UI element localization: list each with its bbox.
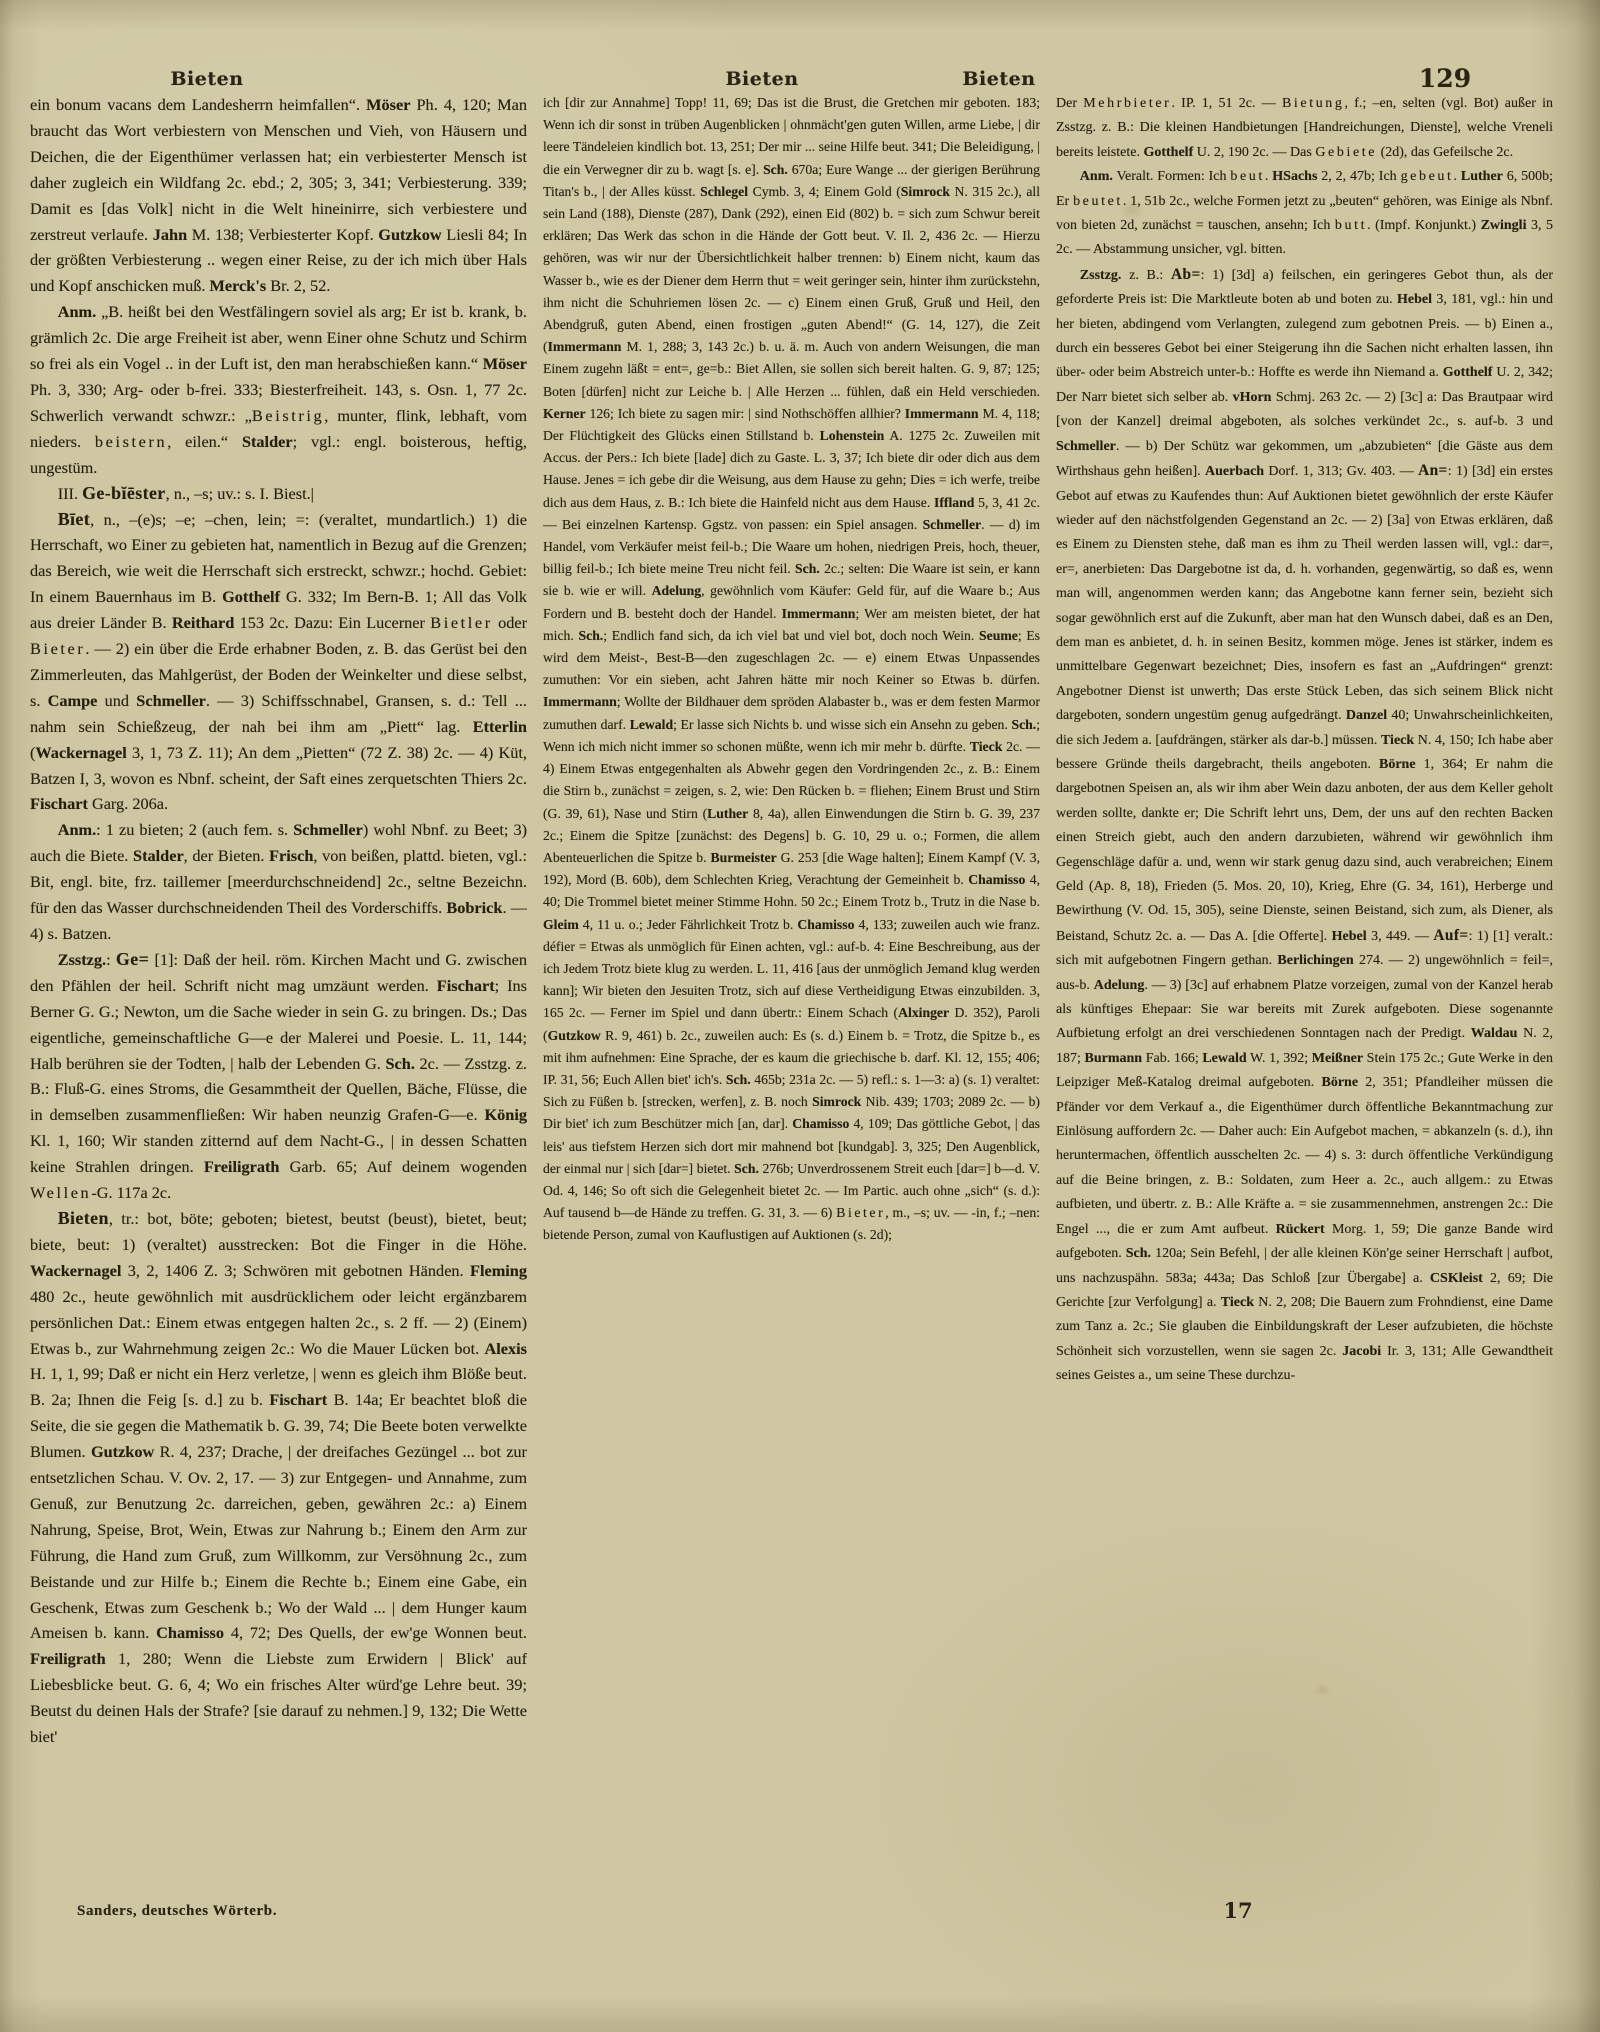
sheet-number-mark: 17 — [1223, 1898, 1253, 1923]
paragraph: III. Ge-bĭēster, n., –s; uv.: s. I. Biest.| — [57, 482, 314, 503]
paragraph: Der Mehrbieter. IP. 1, 51 2c. — Bietung, f.; –en, selten (vgl. Bot) außer in Zsstzg. z. B.: Die kleinen Handbietungen [Handreichungen, Dienste], welche Vreneli bereits leistete. Gotthelf U. 2, 190 2c. — Das Gebiete (2d), das Gefeilsche 2c. — [1056, 96, 1553, 160]
paragraph: Bieten, tr.: bot, böte; geboten; bietest, beutst (beust), bietet, beut; biete, beut: 1) (veraltet) ausstrecken: Bot die Finger in die Höhe. Wackernagel 3, 2, 1406 Z. 3; Schwören mit gebotnen Händen. Fleming 480 2c., heute gewöhnlich mit ausdrücklichem oder leicht ergänzbarem persönlichen Dat.: Einem etwas entgegen halten 2c., s. 2 ff. — 2) (Einem) Etwas b., zur Wahrnehmung zeigen 2c.: Wo die Mauer Lücken bot. Alexis H. 1, 1, 99; Daß er nicht ein Herz verletze, | wenn es gleich ihm Blöße beut. B. 2a; Ihnen die Feig [s. d.] zu b. Fischart B. 14a; Er beachtet bloß die Seite, die sie gegen die Mathematik b. G. 39, 74; Die Beete boten verwelkte Blumen. Gutzkow R. 4, 237; Drache, | der dreifaches Gezüngel ... bot zur entsetzlichen Schau. V. Ov. 2, 17. — 3) zur Entgegen- und Annahme, zum Genuß, zur Benutzung 2c. darreichen, geben, gewähren 2c.: a) Einem Nahrung, Speise, Brot, Wein, Etwas zur Nahrung b.; Einem den Arm zur Führung, die Hand zum Gruß, zum Willkomm, zur Versöhnung 2c., zum Beistande und zur Hilfe b.; Einem die Rechte b.; Einem eine Gabe, ein Geschenk, Etwas zum Geschenk b.; Wo der Wald ... | dem Hunger kaum Ameisen b. kann. Chamisso 4, 72; Des Quells, der ew'ge Wonnen beut. Freiligrath 1, 280; Wenn die Liebste zum Erwidern | Blick' auf Liebesblicke beut. G. 6, 4; Wo ein frisches Alter würd'ge Lehre beut. 39; Beutst du deinen Hals der Strafe? [sie darauf zu nehmen.] 9, 132; Die Wette biet' — [30, 1207, 527, 1747]
paragraph: Anm. „B. heißt bei den Westfälingern soviel als arg; Er ist b. krank, b. grämlich 2c. Die arge Freiheit ist aber, wenn Einer ohne Schutz und Schirm so frei als ein Vogel .. in der Luft ist, den man herabschießen kann.“ Möser Ph. 3, 330; Arg- oder b-frei. 333; Biesterfreiheit. 143, s. Osn. 1, 77 2c. Schwerlich verwandt schwzr.: „Beistrig, munter, flink, lebhaft, vom nieders. beistern, eilen.“ Stalder; vgl.: engl. boisterous, heftig, ungestüm. — [30, 302, 527, 477]
text-column-2 — [543, 92, 1040, 1706]
running-head-center: Bieten — [725, 68, 799, 90]
paragraph: Bīet, n., –(e)s; –e; –chen, lein; =: (veraltet, mundartlich.) 1) die Herrschaft, wo Einer zu gebieten hat, namentlich in Bezug auf die Grenzen; das Bereich, wie weit die Herrschaft sich erstreckt, schwzr.; hochd. Gebiet: In einem Bauernhaus im B. Gotthelf G. 332; Im Bern-B. 1; All das Volk aus dreier Länder B. Reithard 153 2c. Dazu: Ein Lucerner Bietler oder Bieter. — 2) ein über die Erde erhabner Boden, z. B. das Gerüst bei den Zimmerleuten, das Mahlgerüst, der Boden der Weinkelter und diese selbst, s. Campe und Schmeller. — 3) Schiffsschnabel, Gransen, s. d.: Tell ... nahm sein Schießzeug, der nah bei ihm am „Piett“ lag. Etterlin (Wackernagel 3, 1, 73 Z. 11); An dem „Pietten“ (72 Z. 38) 2c. — 4) Küt, Batzen I, 3, wovon es Nbnf. scheint, der Saft eines zerquetschten Thiers 2c. Fischart Garg. 206a. — [30, 508, 527, 814]
paragraph: Anm.: 1 zu bieten; 2 (auch fem. s. Schmeller) wohl Nbnf. zu Beet; 3) auch die Biete. Stalder, der Bieten. Frisch, von beißen, plattd. bieten, vgl.: Bit, engl. bite, frz. taillemer [meerdurchschneidend] 2c., seltne Bezeichn. für den das Wasser durchschneidenden Theil des Vorderschiffs. Bobrick. — 4) s. Batzen. — [30, 820, 527, 943]
paragraph: ein bonum vacans dem Landesherrn heimfallen“. Möser Ph. 4, 120; Man braucht das Wort verbiestern von Menschen und Vieh, von Häusern und Deichen, die der Eigenthümer verlassen hat; ein verbiesterter Mensch ist daher zugleich ein Wildfang 2c. ebd.; 2, 305; 3, 341; Verbiesterung. 339; Damit es [das Volk] nicht in die Welt hineinirre, sich verbiestere und zerstreut verlaufe. Jahn M. 138; Verbiesterter Kopf. Gutzkow Liesli 84; In der größten Verbiesterung .. wegen einer Reise, zu der ich mich über Hals und Kopf anschicken muß. Merck's Br. 2, 52. — [30, 95, 527, 296]
paragraph: Zsstzg. z. B.: Ab=: 1) [3d] a) feilschen, ein geringeres Gebot thun, als der geforderte Preis ist: Die Marktleute boten ab und boten zu. Hebel 3, 181, vgl.: hin und her bieten, abdingend vom Verlangten, zulegend zum gebotnen Preis. — b) Einen a., durch ein besseres Gebot bei einer Steigerung ihn die Sachen nicht erhalten lassen, ihn über- oder beim Abstreich unter-b.: Hoffte es werde ihn Niemand a. Gotthelf U. 2, 342; Der Narr bietet sich selber ab. vHorn Schmj. 263 2c. — 2) [3c] a: Das Brautpaar wird [von der Kanzel] dreimal abgeboten, als solches verkündet 2c., s. auf-b. 3 und Schmeller. — b) Der Schütz war gekommen, um „abzubieten“ [die Gäste aus dem Wirthshaus gehn heißen]. Auerbach Dorf. 1, 313; Gv. 403. — An=: 1) [3d] ein erstes Gebot auf etwas zu Kaufendes thun: Auf Auktionen bietet gewöhnlich der erste Käufer wieder auf den nächstfolgenden Gegenstand an 2c. — 2) [3a] von Etwas erklären, daß es Einem zu Diensten stehe, daß man es ihm zu Theil werden lassen will, vgl.: dar=, er=, anerbieten: Das Dargebotne ist da, d. h. vorhanden, gegenwärtig, so daß es, wenn man will, angenommen werden kann; das Angebotne kann ferner sein, bezieht sich sogar gewöhnlich erst auf die Zukunft, aber man hat den Wunsch dabei, daß es an Den, dem man es anbietet, d. h. in seinen Besitz, kommen möge. Jenes ist stärker, indem es unmittelbare Gegenwart bezeichnet; Dies, insofern es fast an „Aufdringen“ grenzt: Angebotner Dienst ist unwerth; Das erste Stück Leben, das sich seinem Blick nicht dargeboten, sondern ungestüm genug aufgedrängt. Danzel 40; Unwahrscheinlichkeiten, die sich Jedem a. [aufdrängen, stärker als dar-b.] müssen. Tieck N. 4, 150; Ich habe aber bessere Gründe theils dargebracht, theils angeboten. Börne 1, 364; Er nahm die dargebotnen Speisen an, als wir ihm aber Wein dazu anboten, der aus dem Keller geholt werden sollte, dankte er; Die Schrift lehrt uns, Dem, der uns auf den rechten Backen einen Streich giebt, auch den andern darzubieten, während wir gewöhnlich ihm Gegenschläge dafür a. und, wenn wir stark genug dazu sind, auch verabreichen; Einem Geld (Ap. 8, 18), Frieden (5. Mos. 20, 10), Krieg, Ehre (G. 34, 161), Herberge und Bewirthung (V. Od. 15, 305), seine Dienste, seinen Beistand, sich zum, als Diener, als Beistand, Schutz 2c. a. — Das A. [die Offerte]. Hebel 3, 449. — Auf=: 1) [1] veralt.: sich mit aufgebotnen Fingern gethan. Berlichingen 274. — 2) ungewöhnlich = feil=, aus-b. Adelung. — 3) [3c] auf erhabnem Platze vorzeigen, zumal von der Kanzel herab als künftiges Ehepaar: Sie war bereits mit Zurek aufgeboten. Diese sogenannte Aufbietung erfolgt an drei verschiedenen Sonntagen nach der Predigt. Waldau N. 2, 187; Burmann Fab. 166; Lewald W. 1, 392; Meißner Stein 175 2c.; Gute Werke in den Leipziger Meß-Katalog dreimal aufgeboten. Börne 2, 351; Pfandleiher müssen die Pfänder vor dem Verkauf a., die Eigenthümer durch öffentliche Bekanntmachung zur Einlösung auffordern 2c. — Daher auch: Ein Aufgebot machen, = abkanzeln (s. d.), ihn heruntermachen, öffentlich ausschelten 2c. — 4) s. 3: durch öffentliche Verkündigung auf die Beine bringen, z. B.: Soldaten, zum Heer a. 2c., auch allgem.: zu Etwas aufbieten, und übertr. z. B.: Alle Kräfte a. = sie zusammennehmen, anstrengen 2c.: Die Engel ..., die er zum Amt aufbeut. Rückert Morg. 1, 59; Die ganze Bande wird aufgeboten. Sch. 120a; Sein Befehl, | der alle kleinen Kön'ge seiner Herrschaft | aufbot, uns nachzuspähn. 583a; 443a; Das Schloß [zur Übergabe] a. CSKleist 2, 69; Die Gerichte [zur Verfolgung] a. Tieck N. 2, 208; Die Bauern zum Frohndienst, eine Dame zum Tanz a. 2c.; Sie glauben die Einbildungskraft der Leser aufzubieten, die höchste Schönheit sich vorzustellen, wenn sie sagen 2c. Jacobi Ir. 3, 131; Alle Gewandtheit seines Geistes a., um seine These durchzu- — [1056, 265, 1553, 1384]
paragraph: ich [dir zur Annahme] Topp! 11, 69; Das ist die Brust, die Gretchen mir geboten. 183; Wenn ich dir sonst in trüben Augenblicken | ohnmächt'gen guten Willen, arme Liebe, | dir leere Tändeleien kindlich bot. 13, 251; Der mir ... seine Hilfe beut. 341; Die Beleidigung, | die ein Verwegner dir zu b. wagt [s. e]. Sch. 670a; Eure Wange ... der gierigen Berührung Titan's b., | der Alles küsst. Schlegel Cymb. 3, 4; Einem Gold (Simrock N. 315 2c.), all sein Land (188), Dienste (287), Dank (292), einen Eid (802) b. = sich zum Schwur bereit erklären; Das Werk das schon in die Hände der Gott beut. V. Il. 2, 436 2c. — Hierzu gehören, was wir nur der Übersichtlichkeit halber trennen: b) Einem nicht, kaum das Wasser b., wie es der Diener dem Herrn thut = weit geringer sein, hinter ihm zurückstehn, ihm nicht die Schuhriemen lösen 2c. — c) Einem einen Gruß, Gruß und Heil, den Abendgruß, guten Abend, einen frostigen „guten Abend!“ (G. 14, 127), die Zeit (Immermann M. 1, 288; 3, 143 2c.) b. u. ä. m. Auch von andern Weisungen, die man Einem zugehn läßt = ent=, ge=b.: Biet Allen, sie sollen sich bereit halten. G. 9, 87; 125; Boten [dürfen] nicht zur Leiche b. | Alle Herzen ... fühlen, daß ein Held verschieden. Kerner 126; Ich biete zu sagen mir: | sind Nothschöffen allhier? Immermann M. 4, 118; Der Flüchtigkeit des Glücks einen Stillstand b. Lohenstein A. 1275 2c. Zuweilen mit Accus. der Pers.: Ich biete [lade] dich zu Gaste. L. 3, 37; Ich biete dir oder dich aus dem Hause. Jenes = ich gebe dir die Weisung, aus dem Hause zu gehn; Dies = ich werfe, treibe dich aus dem Haus, z. B.: Ich biete die Hainfeld nicht aus dem Hause. Iffland 5, 3, 41 2c. — Bei einzelnen Kartensp. Ggstz. von passen: ein Spiel ansagen. Schmeller. — d) im Handel, vom Verkäufer meist feil-b.; Die Waare um hohen, niedrigen Preis, hoch, theuer, billig feil-b.; Ich biete meine Treu nicht feil. Sch. 2c.; selten: Die Waare ist sein, er kann sie b. wie er will. Adelung, gewöhnlich vom Käufer: Geld für, auf die Waare b.; Aus Fordern und B. besteht doch der Handel. Immermann; Wer am meisten bietet, der hat mich. Sch.; Endlich fand sich, da ich viel bat und viel bot, doch noch Wein. Seume; Es wird dem Meist-, Best-B—den zugeschlagen 2c. — e) einem Etwas Unpassendes zumuthen: Vor ein sieben, acht Jahren hätte mir noch Keiner so Etwas b. dürfen. Immermann; Wollte der Bildhauer dem spröden Alabaster b., was er dem festen Marmor zumuthen darf. Lewald; Er lasse sich Nichts b. und wisse sich ein Ansehn zu geben. Sch.; Wenn ich mich nicht immer so schonen müßte, wenn ich mir mehr b. dürfte. Tieck 2c. — 4) Einem Etwas entgegenhalten als Abwehr gegen den Vordringenden 2c., z. B.: Einem die Stirn b., zunächst = zeigen, s. 2, wie: Den Rücken b. = fliehen; Einem Brust und Stirn (G. 39, 61), Nase und Stirn (Luther 8, 4a), allen Einwendungen die Stirn b. G. 39, 237 2c.; Einem die Spitze [zunächst: des Degens] b. G. 10, 29 u. o.; Formen, die allem Abenteuerlichen die Spitze b. Burmeister G. 253 [die Wage halten]; Einem Kampf (V. 3, 192), Mord (B. 60b), dem Schlechten Krieg, Verachtung der Gemeinheit b. Chamisso 4, 40; Die Trommel bietet meiner Stimme Hohn. 50 2c.; Einem Trotz b., Trutz in die Nase b. Gleim 4, 11 u. o.; Jeder Fährlichkeit Trotz b. Chamisso 4, 133; zuweilen auch wie franz. défier = Etwas als unmöglich für Einen achten, vgl.: auf-b. 4: Eine Beschreibung, aus der ich Jedem Trotz biete klug zu werden. L. 11, 416 [aus der unmöglich Jemand klug werden kann]; Wir bieten den Jesuiten Trotz, sich auf diese Vertheidigung Etwas einzubilden. 3, 165 2c. — Ferner im Spiel und dann übertr.: Einem Schach (Alxinger D. 352), Paroli (Gutzkow R. 9, 461) b. 2c., zuweilen auch: Es (s. d.) Einem b. = Trotz, die Spitze b., es mit ihm aufnehmen: Eine Sprache, der es kaum die griechische b. darf. Kl. 12, 155; 406; IP. 31, 56; Euch Allen biet' ich's. Sch. 465b; 231a 2c. — 5) refl.: s. 1—3: a) (s. 1) veraltet: Sich zu Füßen b. [strecken, werfen], z. B. noch Simrock Nib. 439; 1703; 2089 2c. — b) Dir biet' ich zum Beschützer mich [an, dar]. Chamisso 4, 109; Das göttliche Gebot, | das leis' aus tiefstem Herzen sich dort mir mahnend bot [kundgab]. 3, 325; Den Augenblick, der einmal nur | sich [dar=] bietet. Sch. 276b; Unverdrossenem Streit euch [dar=] b—d. V. Od. 4, 146; So oft sich die Gelegenheit bietet 2c. — Im Partic. auch ohne „sich“ (s. d.): Auf tausend b—de Hände zu treffen. G. 31, 3. — 6) Bieter, m., –s; uv. — -in, f.; –nen: bietende Person, zumal von Kauflustigen auf Auktionen (s. 2d); — [543, 95, 1040, 1243]
text-column-3 — [1056, 92, 1553, 1904]
running-head-right: Bieten — [962, 68, 1036, 90]
text-column-1 — [30, 92, 527, 1896]
running-head-left: Bieten — [170, 68, 244, 90]
publisher-signature-line: Sanders, deutsches Wörterb. — [77, 1903, 278, 1919]
page-number: 129 — [1418, 64, 1472, 93]
paragraph: Anm. Veralt. Formen: Ich beut. HSachs 2, 2, 47b; Ich gebeut. Luther 6, 500b; Er beutet. 1, 51b 2c., welche Formen jetzt zu „beuten“ gehören, was Einige als Nbnf. von bieten 2d, zunächst = tauschen, ansehn; Ich butt. (Impf. Konjunkt.) Zwingli 3, 5 2c. — Abstammung unsicher, vgl. bitten. — [1056, 169, 1553, 258]
paragraph: Zsstzg.: Ge= [1]: Daß der heil. röm. Kirchen Macht und G. zwischen den Pfählen der heil. Schrift nicht mag umzäunt werden. Fischart; Ins Berner G. G.; Newton, um die Sache wieder in sein G. zu bringen. Ds.; Das eigentliche, gemeinschaftliche G—e der Malerei und Poesie. L. 11, 144; Halb berühren sie der Todten, | halb der Lebenden G. Sch. 2c. — Zsstzg. z. B.: Fluß-G. eines Stroms, die Gesammtheit der Quellen, Bäche, Flüsse, die in demselben zusammenfließen: Wir haben neunzig Grafen-G—e. König Kl. 1, 160; Wir standen zitternd auf dem Nacht-G., | in dessen Schatten keine Strahlen dringen. Freiligrath Garb. 65; Auf deinem wogenden Wellen-G. 117a 2c. — [30, 948, 527, 1203]
